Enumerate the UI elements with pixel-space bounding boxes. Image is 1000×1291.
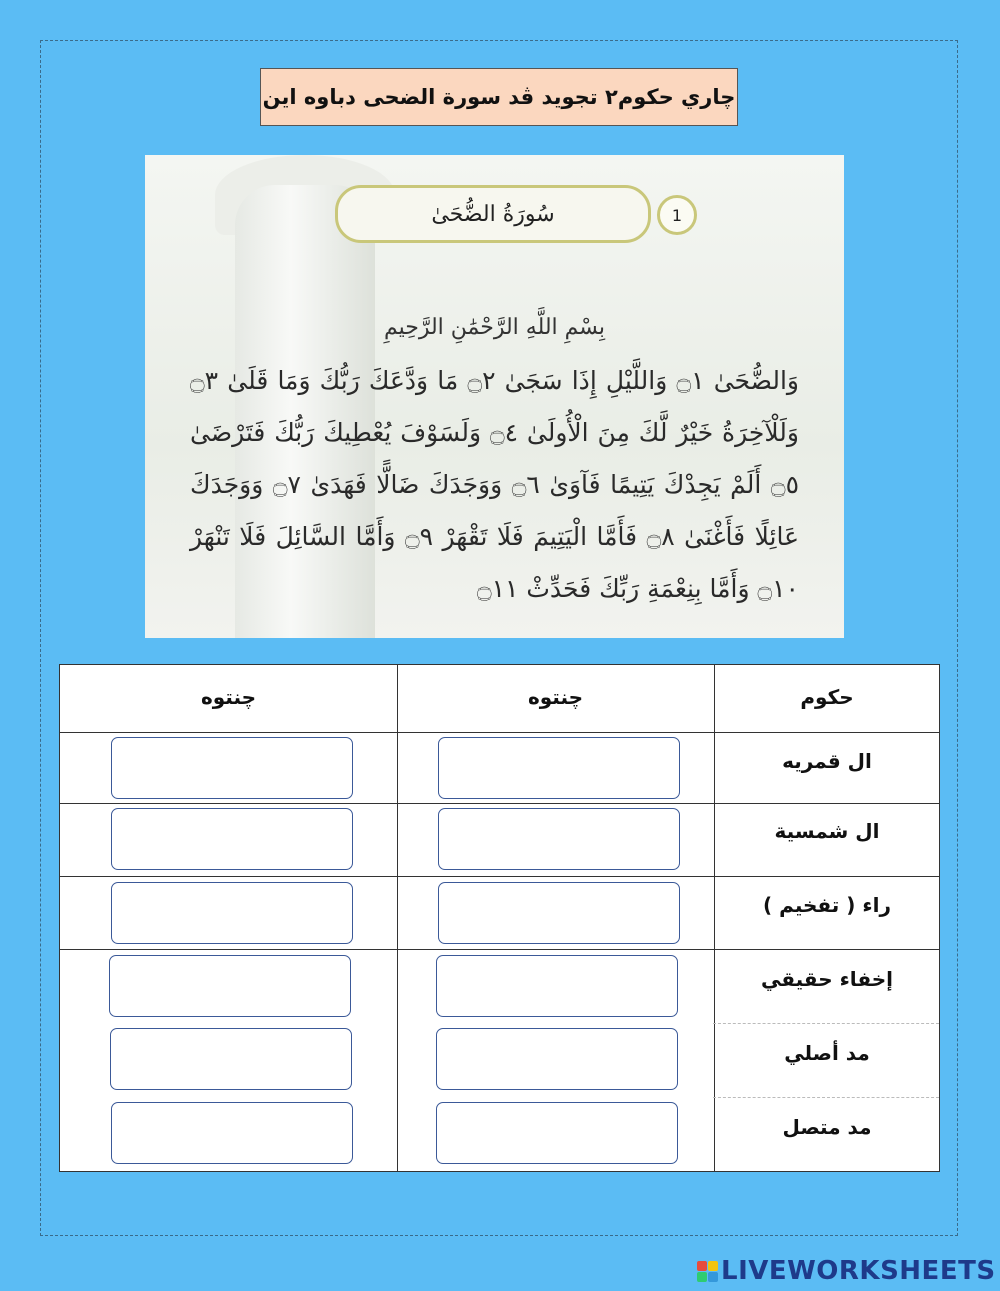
answer-input[interactable] [436,1102,678,1164]
brand-name: LIVEWORKSHEETS [721,1256,996,1286]
liveworksheets-brand[interactable] [697,1256,996,1286]
surah-ad-duha-image [145,155,844,638]
surah-number: 1 [671,205,683,225]
surah-name-frame [335,185,651,243]
rule-alif-lam-syamsiah: ال شمسية [774,819,880,843]
table-divider [397,665,398,1171]
rule-mad-muttasil: مد متصل [782,1115,872,1139]
table-divider [60,732,939,733]
answer-input[interactable] [436,955,678,1017]
logo-square [697,1272,707,1282]
header-example-2: چنتوه [200,685,257,709]
table-divider [60,876,939,877]
worksheet-title-text: چاري حکوم٢ تجويد ڤد سورة الضحى دباوه اين [262,85,736,109]
rule-alif-lam-qamariah: ال قمريه [782,749,872,773]
rule-ra-tafkhim: راء ( تفخيم ) [763,893,891,917]
tajwid-table [59,664,940,1172]
surah-verses: وَالضُّحَىٰ ۝١ وَاللَّيْلِ إِذَا سَجَىٰ ۝٢ مَا وَدَّعَكَ رَبُّكَ وَمَا قَلَىٰ ۝٣ وَلَلْآخِرَةُ خَيْرٌ لَّكَ مِنَ الْأُولَىٰ ۝٤ وَلَسَوْفَ يُعْطِيكَ رَبُّكَ فَتَرْضَىٰ ۝٥ أَلَمْ يَجِدْكَ يَتِيمًا فَآوَىٰ ۝٦ وَوَجَدَكَ ضَالًّا فَهَدَىٰ ۝٧ وَوَجَدَكَ عَائِلًا فَأَغْنَىٰ ۝٨ فَأَمَّا الْيَتِيمَ فَلَا تَقْهَرْ ۝٩ وَأَمَّا السَّائِلَ فَلَا تَنْهَرْ ۝١٠ وَأَمَّا بِنِعْمَةِ رَبِّكَ فَحَدِّثْ ۝١١ [190,366,800,603]
answer-input[interactable] [111,1102,353,1164]
answer-input[interactable] [111,737,353,799]
table-divider [60,949,939,950]
rule-mad-asli: مد أصلي [784,1041,870,1065]
liveworksheets-logo-icon [697,1261,718,1282]
answer-input[interactable] [436,1028,678,1090]
basmala: بِسْمِ اللَّهِ الرَّحْمَٰنِ الرَّحِيمِ [383,315,606,340]
logo-square [697,1261,707,1271]
header-rule: حکوم [800,685,854,709]
surah-name: سُورَةُ الضُّحَىٰ [431,201,555,227]
surah-number-medallion [657,195,697,235]
rule-ikhfa-haqiqi: إخفاء حقيقي [761,967,893,991]
answer-input[interactable] [109,955,351,1017]
table-divider [713,1023,939,1024]
worksheet-title [260,68,738,126]
answer-input[interactable] [110,1028,352,1090]
answer-input[interactable] [111,882,353,944]
answer-input[interactable] [438,882,680,944]
answer-input[interactable] [438,808,680,870]
logo-square [708,1261,718,1271]
header-example-1: چنتوه [527,685,584,709]
logo-square [708,1272,718,1282]
answer-input[interactable] [438,737,680,799]
answer-input[interactable] [111,808,353,870]
table-divider [714,665,715,1171]
table-divider [713,1097,939,1098]
table-divider [60,803,939,804]
